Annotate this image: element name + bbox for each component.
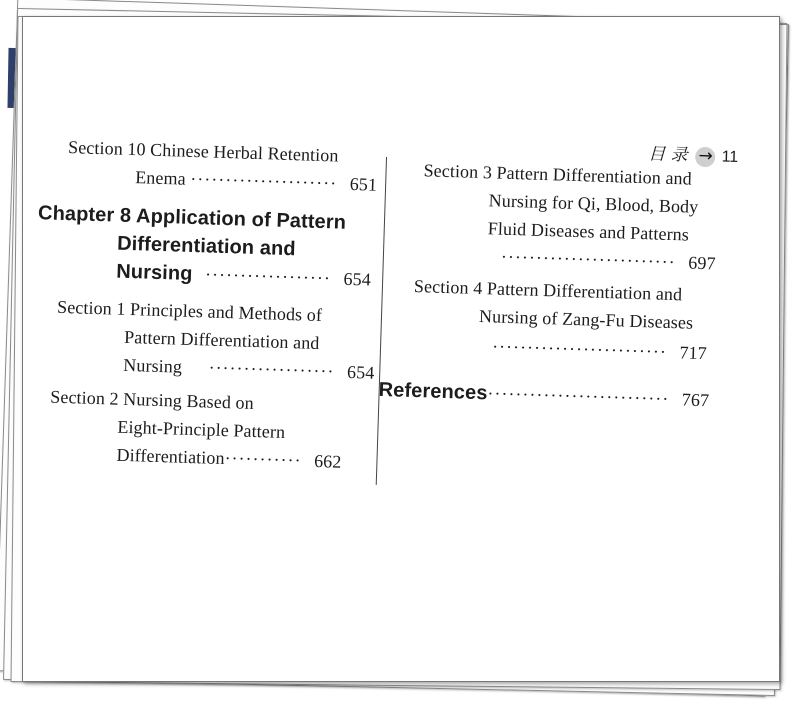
entry-text: Nursing [123, 354, 183, 377]
header-title: 目 录 [647, 144, 688, 166]
toc-page [22, 16, 780, 682]
leader-dots: ························· [500, 246, 677, 273]
entry-text: Differentiation [116, 444, 225, 469]
toc-chapter-line [116, 261, 371, 292]
toc-entry-section-3[interactable]: Section 3 Pattern Differentiation and [423, 160, 693, 189]
leader-dots: ·················· [204, 264, 332, 289]
toc-entry-line: Nursing for Qi, Blood, Body [488, 190, 699, 217]
leader-dots: ·················· [208, 357, 335, 382]
toc-entry-line: Eight-Principle Pattern [117, 416, 286, 442]
leader-dots: ·························· [487, 383, 670, 410]
toc-entry-line [123, 355, 375, 384]
toc-content [22, 16, 780, 682]
leader-dots: ····················· [190, 168, 338, 194]
entry-page: 651 [349, 173, 378, 195]
toc-chapter-line: Differentiation and [116, 232, 297, 261]
toc-entry-line [501, 247, 716, 275]
entry-page: 697 [688, 252, 716, 274]
page-header [648, 139, 739, 168]
column-divider [376, 157, 387, 485]
toc-entry-section-10[interactable]: Section 10 Chinese Herbal Retention [67, 137, 339, 166]
toc-entry-section-2[interactable]: Section 2 Nursing Based on [50, 386, 255, 413]
leader-dots: ························· [491, 336, 668, 362]
toc-entry-section-1[interactable]: Section 1 Principles and Methods of [56, 296, 323, 326]
entry-page: 654 [343, 268, 372, 290]
entry-text: Nursing [115, 260, 193, 285]
toc-entry-line [492, 336, 707, 364]
toc-entry-line: Pattern Differentiation and [123, 326, 320, 354]
toc-entry-section-4[interactable]: Section 4 Pattern Differentiation and [413, 275, 683, 305]
entry-text: Enema [134, 167, 187, 189]
toc-entry-line: Fluid Diseases and Patterns [487, 218, 690, 245]
toc-entry-line: Nursing of Zang-Fu Diseases [478, 306, 694, 333]
entry-page: 717 [679, 342, 708, 364]
toc-entry-continuation [135, 167, 377, 196]
header-page-number: 11 [721, 148, 739, 167]
toc-entry-references[interactable] [378, 379, 709, 412]
entry-page: 654 [346, 361, 375, 383]
entry-page: 767 [681, 389, 710, 411]
leader-dots: ··········· [224, 448, 302, 471]
entry-text: References [378, 378, 488, 405]
toc-entry-line [116, 445, 342, 473]
arrow-right-icon: → [695, 147, 716, 168]
toc-chapter-8[interactable]: Chapter 8 Application of Pattern [37, 202, 347, 234]
entry-page: 662 [313, 450, 342, 472]
